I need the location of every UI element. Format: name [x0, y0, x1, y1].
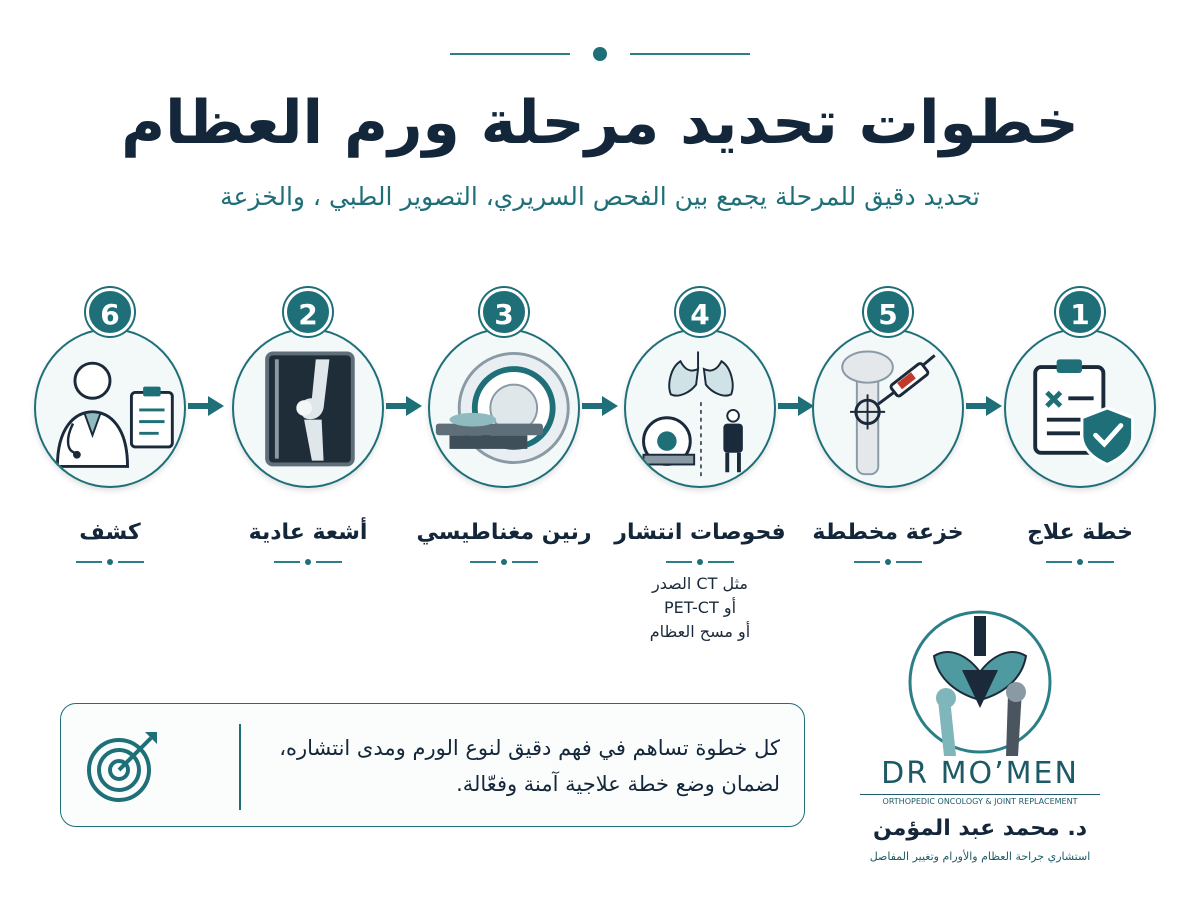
treatment-plan-shield-icon: [1006, 330, 1154, 486]
step-2: [228, 288, 388, 578]
step-circle: [232, 328, 384, 488]
step-ornament: [1046, 558, 1114, 566]
note-line: أو PET-CT: [663, 598, 737, 617]
arrow-right-icon: [582, 396, 618, 416]
step-number-badge: 6: [86, 288, 134, 336]
step-number-badge: 2: [284, 288, 332, 336]
info-box: [60, 703, 805, 827]
step-circle: [624, 328, 776, 488]
step-circle: [428, 328, 580, 488]
ornament-line: [630, 53, 750, 55]
info-line: كل خطوة تساهم في فهم دقيق لنوع الورم ومدى انتشاره،: [279, 736, 780, 760]
step-3: [416, 288, 592, 578]
page-title: خطوات تحديد مرحلة ورم العظام: [121, 88, 1079, 158]
note-line: مثل CT الصدر: [652, 574, 748, 593]
step-6: [30, 288, 190, 578]
step-ornament: [76, 558, 144, 566]
info-line: لضمان وضع خطة علاجية آمنة وفعّالة.: [456, 772, 780, 796]
clinic-logo: [860, 610, 1100, 870]
step-circle: [812, 328, 964, 488]
step-ornament: [854, 558, 922, 566]
step-label: فحوصات انتشار: [614, 520, 786, 545]
step-number-badge: 4: [676, 288, 724, 336]
target-icon: [85, 728, 161, 804]
ornament-dot: [593, 47, 607, 61]
doctor-clipboard-icon: [36, 330, 184, 486]
step-label: رنين مغناطيسي: [416, 520, 592, 545]
brand-name: DR MO’MEN: [881, 756, 1079, 791]
step-number-badge: 3: [480, 288, 528, 336]
info-text: [257, 730, 780, 802]
step-ornament: [274, 558, 342, 566]
step-4-note: [600, 572, 800, 644]
step-1: [1000, 288, 1160, 578]
knee-xray-icon: [234, 330, 382, 486]
top-ornament: [450, 44, 750, 64]
ornament-line: [450, 53, 570, 55]
info-divider: [239, 724, 241, 810]
arrow-right-icon: [778, 396, 814, 416]
step-number-badge: 5: [864, 288, 912, 336]
page-subtitle: تحديد دقيق للمرحلة يجمع بين الفحص السريري، التصوير الطبي ، والخزعة: [220, 182, 980, 211]
doctor-name: د. محمد عبد المؤمن: [872, 816, 1088, 841]
step-number-badge: 1: [1056, 288, 1104, 336]
step-4: [614, 288, 786, 578]
bone-biopsy-icon: [814, 330, 962, 486]
step-label: خطة علاج: [1027, 520, 1133, 545]
brand-tagline: ORTHOPEDIC ONCOLOGY & JOINT REPLACEMENT: [860, 794, 1100, 806]
step-label: خزعة مخططة: [812, 520, 964, 545]
step-ornament: [666, 558, 734, 566]
step-circle: [1004, 328, 1156, 488]
doctor-role: استشاري جراحة العظام والأورام وتغيير المفاصل: [869, 850, 1091, 863]
step-label: كشف: [79, 520, 141, 545]
mri-scanner-icon: [430, 330, 578, 486]
step-label: أشعة عادية: [248, 520, 368, 545]
pelvis-hip-logo-icon: [898, 610, 1062, 760]
arrow-right-icon: [966, 396, 1002, 416]
note-line: أو مسح العظام: [649, 622, 751, 641]
step-ornament: [470, 558, 538, 566]
lungs-ct-skeleton-icon: [626, 330, 774, 486]
step-circle: [34, 328, 186, 488]
arrow-right-icon: [386, 396, 422, 416]
arrow-right-icon: [188, 396, 224, 416]
step-5: [808, 288, 968, 578]
